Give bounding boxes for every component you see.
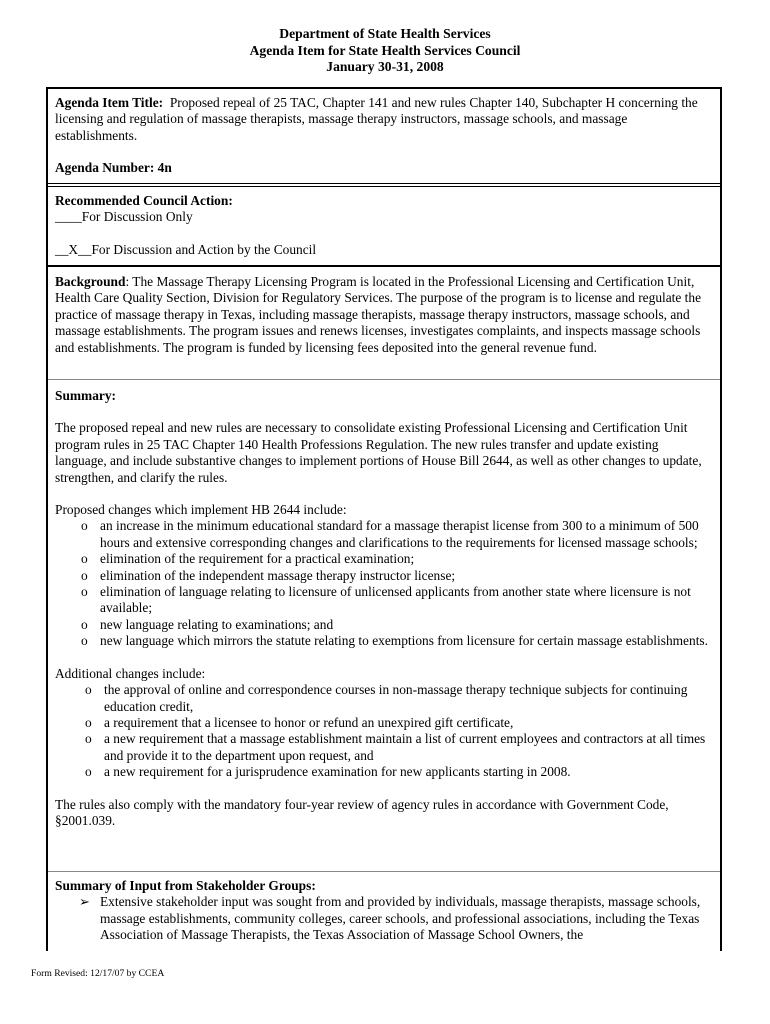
stakeholder-heading: Summary of Input from Stakeholder Groups: [55, 878, 316, 893]
bullet-marker: o [81, 584, 88, 600]
header-department: Department of State Health Services [279, 26, 491, 41]
section-divider [48, 183, 720, 184]
bullet-marker: o [85, 682, 92, 698]
list-item: o elimination of the requirement for a practical examination; [81, 551, 415, 567]
list-item: o a new requirement that a massage establishment maintain a list of current employees and contractors at all times and provide it to the department upon request, and [85, 731, 706, 763]
bullet-marker: o [85, 714, 92, 730]
header-agenda-title: Agenda Item for State Health Services Council [249, 42, 521, 58]
list-item: o new language relating to examinations; and [81, 616, 334, 632]
background-section [48, 274, 720, 356]
background-label: Background [55, 274, 126, 289]
list-item: o a new requirement for a jurisprudence examination for new applicants starting in 2008. [85, 764, 571, 780]
bullet-marker: o [81, 633, 88, 649]
summary-section [48, 388, 720, 829]
list-item: o elimination of the independent massage therapy instructor license; [81, 567, 456, 583]
arrow-bullet-icon: ➢ [79, 894, 90, 910]
list-item: o the approval of online and correspondence courses in non-massage therapy technique subjects for continuing education credit, [85, 682, 688, 714]
council-action-option-discussion: ____For Discussion Only [55, 209, 193, 225]
bullet-marker: o [81, 551, 88, 567]
section-divider [48, 379, 720, 380]
bullet-marker: o [81, 518, 88, 534]
council-action-option-selected: __X__For Discussion and Action by the Council [55, 241, 317, 257]
list-item: o an increase in the minimum educational standard for a massage therapist license from 300 to a minimum of 500 hours and extensive corresponding changes and clarifications to the requirements for licensed massage schools; [81, 518, 699, 550]
summary-closing: The rules also comply with the mandatory four-year review of agency rules in accordance with Government Code, §2001.039. [55, 796, 669, 828]
agenda-item-title-text: Proposed repeal of 25 TAC, Chapter 141 and new rules Chapter 140, Subchapter H concerning the licensing and regulation of massage therapists, massage therapy instructors, massage schools, and massage establishments. [55, 95, 698, 143]
section-divider [48, 871, 720, 872]
form-revised-footer: Form Revised: 12/17/07 by CCEA [31, 968, 165, 979]
hb-changes-heading: Proposed changes which implement HB 2644 include: [55, 502, 347, 518]
additional-changes-list [55, 682, 712, 780]
agenda-item-title-label: Agenda Item Title: [55, 95, 164, 110]
additional-changes-heading: Additional changes include: [55, 665, 206, 681]
list-item: o elimination of language relating to licensure of unlicensed applicants from another state where licensure is not available; [81, 584, 691, 616]
agenda-item-title [55, 95, 712, 144]
bullet-marker: o [85, 764, 92, 780]
summary-intro: The proposed repeal and new rules are necessary to consolidate existing Professional Licensing and Certification Unit program rules in 25 TAC Chapter 140 Health Professions Regulation. The new rules transfer and update existing language, and include substantive changes to implement portions of House Bill 2644, as well as other changes to update, strengthen, and clarify the rules. [55, 420, 702, 485]
list-item: ➢ Extensive stakeholder input was sought from and provided by individuals, massage therapists, massage schools, massage establishments, community colleges, career schools, and professional associations, including the Texas Association of Massage Therapists, the Texas Association of Massage School Owners, the [79, 894, 701, 943]
document-header [0, 26, 770, 76]
agenda-item-section [48, 95, 720, 177]
council-action-heading: Recommended Council Action: [55, 193, 233, 208]
council-action-section [48, 193, 720, 258]
agenda-number: Agenda Number: 4n [55, 160, 172, 176]
hb-changes-list [55, 518, 712, 649]
header-date: January 30-31, 2008 [326, 59, 444, 74]
stakeholder-list [55, 894, 712, 943]
background-text: : The Massage Therapy Licensing Program is located in the Professional Licensing and Certification Unit, Health Care Quality Section, Division for Regulatory Services. The purpose of the program is to license and regulate the practice of massage therapy in Texas, including massage therapists, massage therapy instructors, massage schools, and massage establishments. The program issues and renews licenses, investigates complaints, and inspects massage schools and establishments. The program is funded by licensing fees deposited into the general revenue fund. [55, 274, 702, 355]
summary-heading: Summary: [55, 388, 116, 403]
bullet-marker: o [85, 731, 92, 747]
background-paragraph [55, 274, 712, 356]
bullet-marker: o [81, 567, 88, 583]
stakeholder-section [48, 878, 720, 944]
agenda-form-frame [46, 87, 722, 951]
list-item: o new language which mirrors the statute relating to exemptions from licensure for certain massage establishments. [81, 633, 708, 649]
list-item: o a requirement that a licensee to honor or refund an unexpired gift certificate, [85, 714, 514, 730]
bullet-marker: o [81, 616, 88, 632]
section-divider [48, 265, 720, 267]
